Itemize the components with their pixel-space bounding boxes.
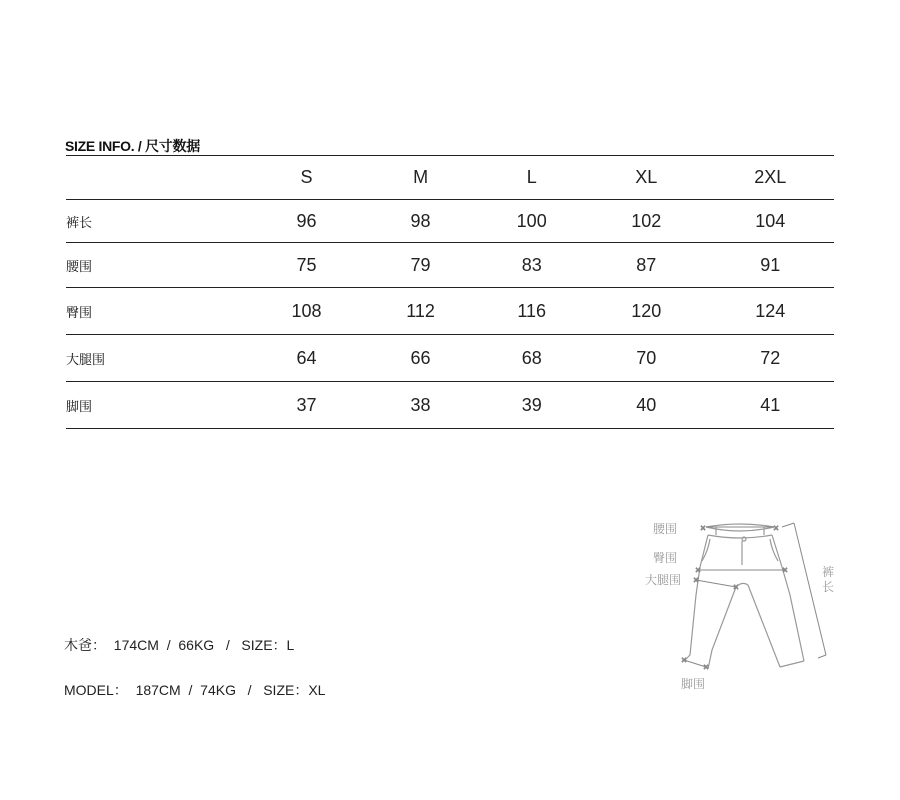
model-name: 木爸： xyxy=(64,637,106,653)
svg-text:×: × xyxy=(703,662,709,672)
svg-text:×: × xyxy=(773,523,779,533)
table-header-size: S xyxy=(300,167,313,187)
table-cell: 98 xyxy=(410,210,431,231)
pants-diagram-svg xyxy=(630,505,860,705)
table-header-size: XL xyxy=(635,167,658,187)
table-cell: 108 xyxy=(291,300,322,321)
model-size-label: SIZE： xyxy=(263,682,309,698)
table-cell: 104 xyxy=(755,210,786,231)
hem-label: 脚围 xyxy=(681,677,706,691)
table-header-empty xyxy=(66,156,249,200)
table-cell: 68 xyxy=(521,347,542,368)
row-label: 裤长 xyxy=(66,215,93,231)
model-weight: 66KG xyxy=(178,637,215,653)
row-label: 腰围 xyxy=(66,259,93,275)
table-cell: 70 xyxy=(636,347,657,368)
table-cell: 72 xyxy=(760,347,781,368)
table-header-size: 2XL xyxy=(754,167,787,187)
row-label: 臀围 xyxy=(66,305,93,321)
table-cell: 66 xyxy=(410,347,431,368)
thigh-label: 大腿围 xyxy=(645,573,682,587)
length-label: 裤 xyxy=(822,565,835,579)
table-cell: 41 xyxy=(760,394,781,415)
svg-text:×: × xyxy=(695,565,701,575)
svg-text:×: × xyxy=(693,575,699,585)
table-cell: 40 xyxy=(636,394,657,415)
table-cell: 83 xyxy=(521,254,542,275)
table-cell: 96 xyxy=(296,210,317,231)
table-row xyxy=(66,382,834,429)
length-label: 长 xyxy=(822,580,835,594)
table-cell: 64 xyxy=(296,347,317,368)
table-cell: 75 xyxy=(296,254,317,275)
model-height: 187CM xyxy=(135,682,181,698)
svg-text:×: × xyxy=(733,582,739,592)
model-size-label: SIZE： xyxy=(241,637,287,653)
table-header-size: M xyxy=(413,167,429,187)
svg-text:×: × xyxy=(700,523,706,533)
table-cell: 116 xyxy=(517,300,547,321)
row-label: 脚围 xyxy=(66,399,93,415)
svg-text:×: × xyxy=(681,655,687,665)
table-cell: 124 xyxy=(755,300,786,321)
table-cell: 100 xyxy=(516,210,547,231)
svg-text:×: × xyxy=(782,565,788,575)
size-table xyxy=(66,155,834,429)
table-cell: 112 xyxy=(406,300,435,321)
table-cell: 38 xyxy=(410,394,431,415)
table-cell: 87 xyxy=(636,254,657,275)
model-info-line: MODEL： 187CM / 74KG / SIZE：XL xyxy=(64,682,326,698)
table-row xyxy=(66,335,834,382)
row-label: 大腿围 xyxy=(66,352,106,368)
table-cell: 102 xyxy=(631,210,662,231)
table-cell: 79 xyxy=(410,254,431,275)
pants-measurement-diagram xyxy=(630,505,860,705)
table-header-row xyxy=(66,156,834,200)
table-header-size: L xyxy=(526,167,537,187)
model-size: XL xyxy=(308,682,326,698)
table-row xyxy=(66,288,834,335)
table-cell: 91 xyxy=(760,254,781,275)
model-weight: 74KG xyxy=(200,682,236,698)
table-cell: 37 xyxy=(296,394,317,415)
waist-label: 腰围 xyxy=(653,522,678,536)
model-name: MODEL： xyxy=(64,682,128,698)
table-row xyxy=(66,200,834,243)
model-info-line: 木爸： 174CM / 66KG / SIZE：L xyxy=(64,637,295,653)
pants-outline xyxy=(684,524,804,669)
measurement-lines xyxy=(681,523,826,672)
table-cell: 39 xyxy=(521,394,542,415)
table-row xyxy=(66,243,834,288)
model-size: L xyxy=(286,637,295,653)
model-height: 174CM xyxy=(113,637,159,653)
size-info-title: SIZE INFO. / 尺寸数据 xyxy=(65,138,200,154)
hip-label: 臀围 xyxy=(653,551,678,565)
table-cell: 120 xyxy=(631,300,662,321)
